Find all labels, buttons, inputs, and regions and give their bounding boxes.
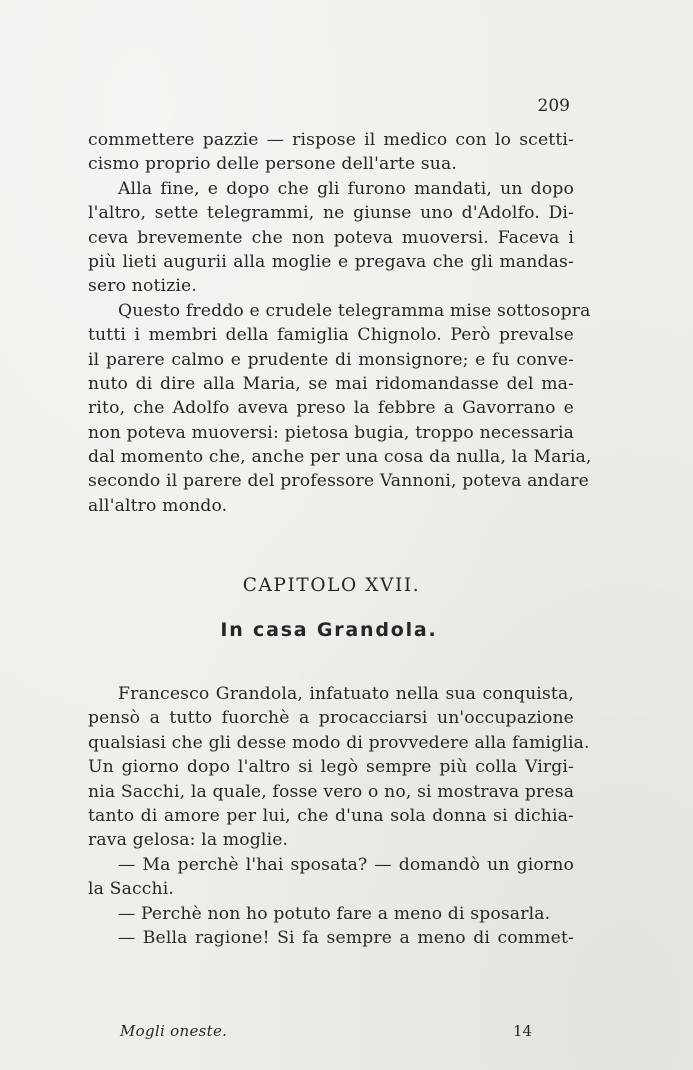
text-line: Un giorno dopo l'altro si legò sempre più colla Virgi- bbox=[88, 757, 574, 778]
text-line: l'altro, sette telegrammi, ne giunse uno d'Adolfo. Di- bbox=[88, 203, 574, 224]
footer-book-title: Mogli oneste. bbox=[120, 1022, 228, 1040]
text-line: secondo il parere del professore Vannoni, poteva andare bbox=[88, 471, 589, 492]
top-text-block bbox=[88, 128, 592, 518]
text-line: dal momento che, anche per una cosa da nulla, la Maria, bbox=[88, 447, 592, 468]
chapter-heading: CAPITOLO XVII. bbox=[242, 575, 421, 596]
text-line: rito, che Adolfo aveva preso la febbre a Gavorrano e bbox=[88, 398, 574, 419]
text-line: Questo freddo e crudele telegramma mise sottosopra bbox=[118, 300, 591, 321]
text-line: — Ma perchè l'hai sposata? — domandò un giorno bbox=[118, 854, 574, 875]
chapter-title: In casa Grandola. bbox=[220, 619, 438, 641]
bottom-text-block bbox=[88, 682, 590, 950]
text-line: — Bella ragione! Si fa sempre a meno di commet- bbox=[118, 927, 574, 948]
text-line: la Sacchi. bbox=[88, 879, 175, 900]
text-line: il parere calmo e prudente di monsignore; e fu conve- bbox=[88, 349, 574, 370]
page-number: 209 bbox=[537, 96, 570, 116]
text-line: cismo proprio delle persone dell'arte sua. bbox=[88, 154, 458, 175]
text-line: rava gelosa: la moglie. bbox=[88, 830, 289, 851]
text-line: nuto di dire alla Maria, se mai ridomandasse del ma- bbox=[88, 373, 574, 394]
text-line: Alla fine, e dopo che gli furono mandati, un dopo bbox=[118, 178, 574, 199]
text-line: sero notizie. bbox=[88, 276, 197, 297]
text-line: non poteva muoversi: pietosa bugia, troppo necessaria bbox=[88, 422, 574, 443]
text-line: pensò a tutto fuorchè a procacciarsi un'occupazione bbox=[88, 708, 574, 729]
text-line: più lieti augurii alla moglie e pregava che gli mandas- bbox=[88, 251, 574, 272]
text-line: Francesco Grandola, infatuato nella sua conquista, bbox=[118, 684, 574, 704]
text-line: ceva brevemente che non poteva muoversi. Faceva i bbox=[88, 227, 574, 248]
text-line: tanto di amore per lui, che d'una sola donna si dichia- bbox=[88, 805, 574, 826]
text-line: all'altro mondo. bbox=[88, 495, 228, 516]
text-line: qualsiasi che gli desse modo di provvedere alla famiglia. bbox=[88, 732, 590, 753]
text-line: tutti i membri della famiglia Chignolo. Però prevalse bbox=[88, 325, 574, 346]
text-line: — Perchè non ho potuto fare a meno di sposarla. bbox=[118, 903, 551, 924]
text-line: commettere pazzie — rispose il medico con lo scetti- bbox=[88, 130, 574, 150]
footer-signature-number: 14 bbox=[513, 1022, 533, 1040]
text-line: nia Sacchi, la quale, fosse vero o no, si mostrava presa bbox=[88, 781, 575, 802]
